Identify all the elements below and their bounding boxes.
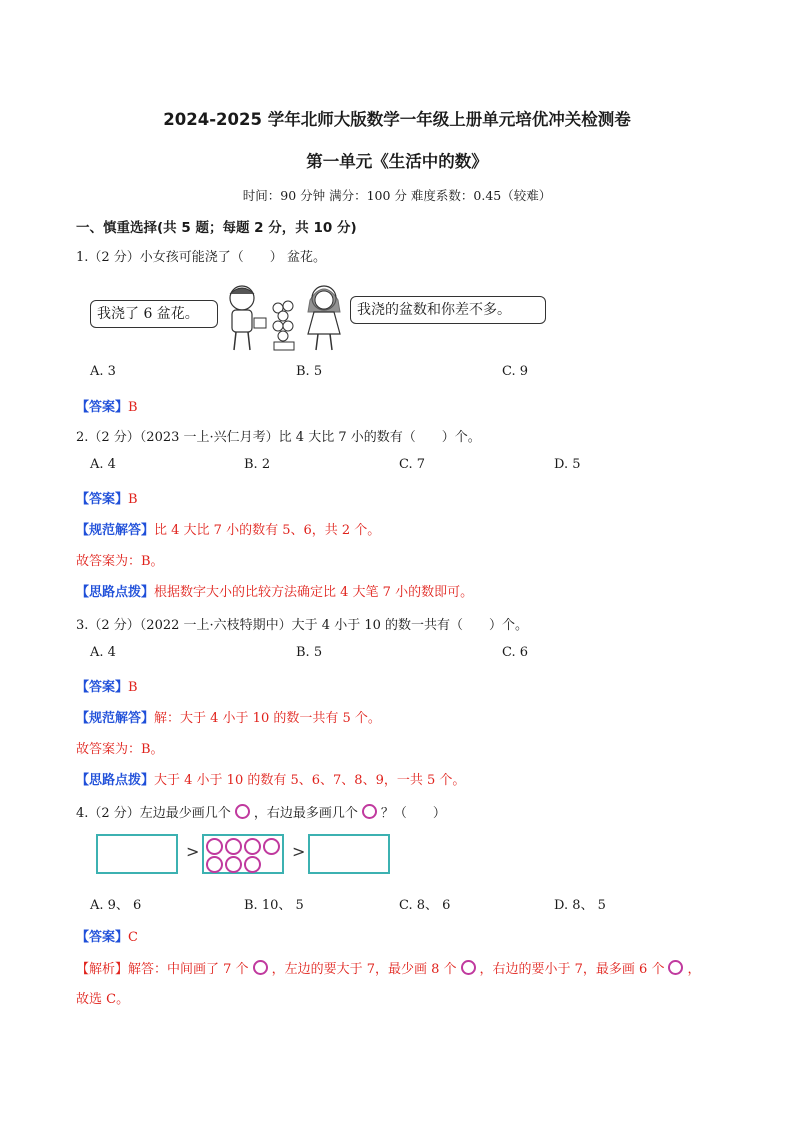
page-title: 2024-2025 学年北师大版数学一年级上册单元培优冲关检测卷 <box>163 110 631 129</box>
page-subtitle: 第一单元《生活中的数》 <box>306 152 488 171</box>
circle-icon <box>235 804 250 819</box>
circle-icon <box>206 838 223 855</box>
exam-meta: 时间：90 分钟 满分：100 分 难度系数：0.45（较难） <box>242 188 552 203</box>
boy-speech-bubble: 我浇了 6 盆花。 <box>90 300 218 328</box>
q4-conclusion: 故选 C。 <box>76 992 130 1007</box>
q4-option-d: D. 8、 5 <box>554 898 606 913</box>
circle-icon <box>225 856 242 873</box>
q2-hint: 【思路点拨】根据数字大小的比较方法确定比 4 大笔 7 小的数即可。 <box>76 585 474 600</box>
greater-than-sign: > <box>292 842 306 861</box>
q1-option-c: C. 9 <box>502 364 529 379</box>
q2-stem: 2.（2 分）（2023 一上·兴仁月考）比 4 大比 7 小的数有（ ）个。 <box>76 430 481 445</box>
circle-icon <box>244 856 261 873</box>
q1-option-a: A. 3 <box>90 364 116 379</box>
q4-option-b: B. 10、 5 <box>244 898 304 913</box>
circle-icon <box>362 804 377 819</box>
q4-option-c: C. 8、 6 <box>399 898 451 913</box>
q3-hint: 【思路点拨】大于 4 小于 10 的数有 5、6、7、8、9，一共 5 个。 <box>76 773 466 788</box>
circle-icon <box>253 960 268 975</box>
middle-circles-box <box>202 834 284 874</box>
right-empty-box <box>308 834 390 874</box>
q1-stem: 1.（2 分）小女孩可能浇了（ ） 盆花。 <box>76 250 326 265</box>
circle-icon <box>668 960 683 975</box>
circle-icon <box>244 838 261 855</box>
q4-option-a: A. 9、 6 <box>90 898 142 913</box>
q2-option-b: B. 2 <box>244 457 271 472</box>
circle-icon <box>206 856 223 873</box>
q1-answer: 【答案】B <box>76 400 138 415</box>
children-watering-flowers-image <box>216 282 356 354</box>
q3-solution: 【规范解答】解：大于 4 小于 10 的数一共有 5 个。 <box>76 711 381 726</box>
q4-analysis: 【解析】解答：中间画了 7 个 ，左边的要大于 7，最少画 8 个 ，右边的要小于 7，最多画 6 个 ， <box>76 962 701 977</box>
q3-option-b: B. 5 <box>296 645 323 660</box>
circle-icon <box>461 960 476 975</box>
circle-icon <box>225 838 242 855</box>
q3-option-c: C. 6 <box>502 645 529 660</box>
left-empty-box <box>96 834 178 874</box>
q1-option-b: B. 5 <box>296 364 323 379</box>
q2-answer: 【答案】B <box>76 492 138 507</box>
q4-stem: 4.（2 分）左边最少画几个 ，右边最多画几个 ？（ ） <box>76 806 446 821</box>
q2-conclusion: 故答案为：B。 <box>76 554 164 569</box>
greater-than-sign: > <box>186 842 200 861</box>
q3-stem: 3.（2 分）（2022 一上·六枝特期中）大于 4 小于 10 的数一共有（ ）个。 <box>76 618 528 633</box>
q2-option-c: C. 7 <box>399 457 426 472</box>
q2-solution: 【规范解答】比 4 大比 7 小的数有 5、6，共 2 个。 <box>76 523 381 538</box>
circle-icon <box>263 838 280 855</box>
q4-answer: 【答案】C <box>76 930 138 945</box>
girl-speech-bubble: 我浇的盆数和你差不多。 <box>350 296 546 324</box>
q2-option-a: A. 4 <box>90 457 116 472</box>
q3-answer: 【答案】B <box>76 680 138 695</box>
q3-option-a: A. 4 <box>90 645 116 660</box>
section-heading: 一、慎重选择(共 5 题；每题 2 分，共 10 分) <box>76 220 357 236</box>
q2-option-d: D. 5 <box>554 457 581 472</box>
q3-conclusion: 故答案为：B。 <box>76 742 164 757</box>
